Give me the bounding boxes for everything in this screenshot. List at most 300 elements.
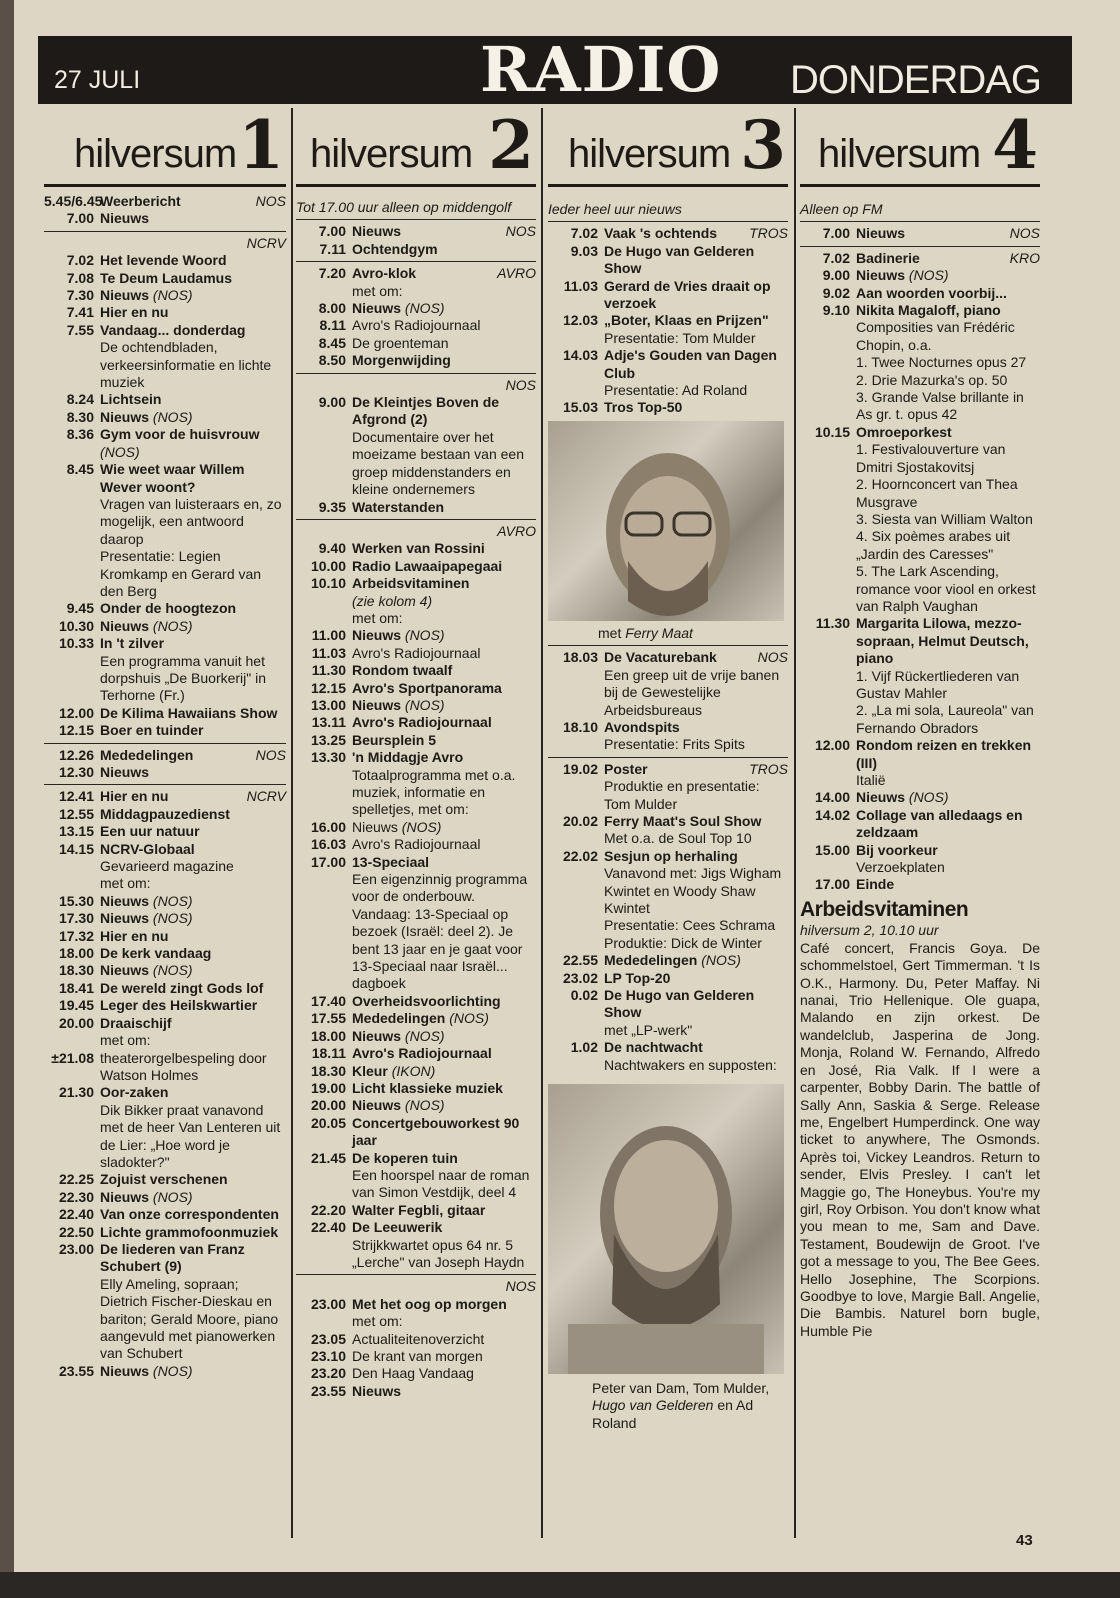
program-entry [44,252,286,269]
program-entry [296,645,536,662]
program-entry [44,287,286,304]
program-title: Rondom reizen en trekken (III) [856,737,1032,771]
program-body [100,635,286,705]
program-body [352,1097,536,1114]
program-body [604,719,788,754]
program-description: Verzoekplaten [856,859,945,876]
program-description: Presentatie: Legien Kromkamp en Gerard van den Berg [100,548,262,599]
program-description: Vanavond met: Jigs Wigham Kwintet en Woody Shaw Kwintet [604,865,782,916]
program-description: met om: [100,875,151,892]
caption-text: met [598,624,622,641]
feature-box [800,898,1040,1340]
program-time: 13.30 [310,749,346,766]
program-time: 13.00 [310,696,346,713]
station-number: 1 [238,106,284,184]
program-body [100,322,286,392]
program-title: Omroeporkest [856,423,952,440]
program-entry [548,761,788,813]
program-entry [548,399,788,416]
program-entry [44,823,286,840]
program-title: Badinerie [856,249,920,266]
program-time: 7.41 [66,304,94,321]
program-entry [44,426,286,461]
program-time: 12.00 [58,704,94,721]
broadcaster-label: AVRO [497,522,536,539]
program-time: 19.02 [562,760,598,777]
program-time: 9.03 [570,242,598,259]
program-entry [44,1084,286,1171]
program-entry [548,278,788,313]
program-time: 9.40 [318,540,346,557]
broadcaster-note: (NOS) [404,696,445,713]
program-body [352,1115,536,1150]
program-time: 11.03 [563,277,598,294]
program-subitem: Nieuws [352,300,402,317]
program-body [100,945,286,962]
column-divider [291,108,293,1538]
program-title: Nieuws [352,1097,402,1114]
program-entry [44,210,286,227]
program-body [100,1206,286,1223]
program-body [100,1363,286,1380]
portrait-illustration [548,1084,784,1374]
program-entry [296,1010,536,1027]
program-title: In 't zilver [100,635,165,652]
program-description: Een greep uit de vrije banen bij de Gewestelijke Arbeidsbureaus [604,666,780,718]
program-list [44,193,286,1380]
program-description: 1. Festivalouverture van Dmitri Sjostakovitsj [856,441,1006,475]
program-entry [44,764,286,781]
program-entry [44,997,286,1014]
program-entry [44,461,286,600]
broadcaster-note: (NOS) [152,1362,193,1379]
photo-caption [548,1380,788,1432]
program-time: 16.00 [310,818,346,835]
program-body [100,426,286,461]
program-body [856,789,1040,806]
program-time: 23.00 [310,1295,346,1312]
program-body [100,893,286,910]
program-entry [296,300,536,317]
program-title: De Hugo van Gelderen Show [604,242,755,277]
program-entry [44,962,286,979]
program-entry [44,1189,286,1206]
broadcaster-note: (NOS) [908,789,949,806]
program-description: Met o.a. de Soul Top 10 [604,830,752,847]
program-body [352,1202,536,1219]
program-entry [548,649,788,719]
broadcaster-label: TROS [749,225,788,242]
program-title: Gym voor de huisvrouw [100,426,260,443]
program-body [100,1015,286,1050]
program-time: 0.02 [570,987,598,1003]
program-entry [800,302,1040,424]
program-entry [296,575,536,627]
program-description: De ochtendbladen, verkeersinformatie en lichte muziek [100,339,272,391]
program-entry [44,1224,286,1241]
program-entry [800,789,1040,806]
broadcaster-note: (NOS) [152,287,193,304]
program-time: 23.02 [562,969,598,986]
program-body [604,848,788,952]
feature-title: Arbeidsvitaminen [800,897,969,921]
program-description: met „LP-werk" [604,1021,693,1038]
program-body [100,1050,286,1085]
program-body [352,335,536,352]
program-entry [44,600,286,617]
program-body [604,1039,788,1074]
program-title: Hier en nu [100,788,169,805]
program-time: 12.26 [58,746,94,763]
program-title: Nieuws [100,764,150,780]
program-time: 8.11 [319,317,346,334]
program-title: Nieuws [856,225,906,242]
broadcaster-label: NOS [255,746,286,763]
program-entry [296,1080,536,1097]
program-list [296,219,536,1400]
program-body [352,1219,536,1271]
portrait-illustration [548,421,784,621]
program-body [100,841,286,893]
program-title: De koperen tuin [352,1149,458,1166]
program-entry [296,993,536,1010]
column-hilversum-2 [296,108,536,1540]
program-title: Avro-klok [352,265,417,282]
program-title: Licht klassieke muziek [352,1079,503,1096]
program-title: Walter Fegbli, gitaar [352,1201,486,1218]
program-title: Aan woorden voorbij... [856,284,1007,301]
program-body [100,210,286,227]
program-list [548,645,788,1074]
program-entry [296,317,536,334]
program-entry [296,1045,536,1062]
program-time: 7.02 [66,252,94,269]
program-body [100,461,286,600]
program-time: 20.00 [58,1014,94,1031]
program-body [352,1383,536,1400]
program-title: Boer en tuinder [100,722,204,739]
caption-name: Hugo van Gelderen [592,1397,714,1414]
program-title: Avro's Sportpanorama [352,679,502,696]
program-description: Presentatie: Ad Roland [604,382,748,399]
program-body [100,806,286,823]
program-body [100,391,286,408]
program-entry [44,1206,286,1223]
program-title: Arbeidsvitaminen [352,575,470,592]
program-entry [44,1050,286,1085]
program-time: 7.11 [319,240,346,257]
program-description: 1. Vijf Rückertliederen van Gustav Mahler [856,667,1020,701]
program-body [352,1150,536,1202]
program-time: 14.03 [562,347,598,364]
program-entry [296,1365,536,1382]
broadcaster-label: NOS [255,193,286,209]
program-subitem: theaterorgelbespeling door Watson Holmes [100,1049,267,1083]
program-description: Vandaag: 13-Speciaal op bezoek (Israël: deel 2). Je bent 13 jaar en je gaat voor 13-Speciaal naar Israël... dagboek [352,905,523,992]
program-body [352,680,536,697]
program-time: 7.55 [66,321,94,338]
program-body [100,1241,286,1363]
separator-line [296,261,536,262]
program-time: 22.30 [58,1188,94,1205]
program-time: ±21.08 [51,1049,94,1066]
header-date: 27 JULI [54,66,141,94]
program-description: Composities van Frédéric Chopin, o.a. [856,319,1015,353]
program-entry [548,970,788,987]
broadcaster-note: (NOS) [701,952,741,969]
program-description: Elly Ameling, sopraan; Dietrich Fischer-Dieskau en bariton; Gerald Moore, piano aangevuld met pianowerken van Schubert [100,1275,279,1362]
program-title: LP Top-20 [604,969,671,986]
program-time: 22.02 [562,847,598,864]
program-subitem: Nieuws [352,627,402,644]
program-title: Poster [604,760,648,777]
broadcaster-note: (NOS) [152,1188,193,1205]
program-time: 18.30 [310,1062,346,1079]
program-body [100,193,286,210]
program-body [352,1028,536,1045]
program-entry [800,876,1040,893]
program-time: 7.00 [822,225,850,242]
program-entry [296,680,536,697]
program-body [100,304,286,321]
program-body [856,737,1040,789]
program-time: 13.25 [310,731,346,748]
program-time: 18.00 [58,945,94,962]
program-description: Een programma vanuit het dorpshuis „De Buorkerij" in Terhorne (Fr.) [100,652,267,704]
program-body [604,278,788,313]
program-entry [296,265,536,300]
program-entry [44,893,286,910]
program-body [352,300,536,317]
program-title: Overheidsvoorlichting [352,992,501,1009]
program-entry [44,705,286,722]
program-entry [44,747,286,764]
program-title: Avro's Radiojournaal [352,1045,492,1062]
program-description: Presentatie: Frits Spits [604,736,745,753]
program-title: Draaischijf [100,1014,172,1031]
program-time: 21.30 [58,1084,94,1101]
program-time: 10.00 [310,557,346,574]
program-time: 10.15 [814,423,850,440]
program-body [352,627,536,644]
program-description: Totaalprogramma met o.a. muziek, informatie en spelletjes, met om: [352,766,516,818]
program-entry [548,1039,788,1074]
program-entry [44,193,286,210]
program-time: 20.02 [562,812,598,829]
program-body [100,600,286,617]
separator-line [44,743,286,744]
program-time: 21.45 [310,1149,346,1166]
program-time: 8.45 [318,334,346,351]
program-entry [44,635,286,705]
program-time: 22.40 [310,1219,346,1236]
program-subitem: Actualiteitenoverzicht [352,1330,485,1347]
program-description: 5. The Lark Ascending, romance voor viool en orkest van Ralph Vaughan [856,563,1036,614]
program-body [100,722,286,739]
program-entry [44,1171,286,1188]
program-time: 8.36 [66,426,94,443]
program-subitem: De groenteman [352,334,449,351]
program-title: De Kleintjes Boven de Afgrond (2) [352,394,500,428]
program-description: Presentatie: Cees Schrama [604,917,776,934]
broadcaster-note: (NOS) [152,617,193,634]
program-title: De nachtwacht [604,1039,703,1056]
program-title: Morgenwijding [352,352,451,369]
program-body [604,399,788,416]
program-title: Einde [856,876,895,893]
program-time: 13.11 [311,714,346,731]
broadcaster-label: NOS [757,649,788,666]
program-body [856,285,1040,302]
separator-line [800,246,1040,247]
station-name: hilversum [74,132,237,176]
schedule-note: Tot 17.00 uur alleen op middengolf [296,199,512,215]
program-entry [44,788,286,805]
program-time: 9.02 [822,284,850,301]
photo-ferry-maat [548,421,784,621]
program-body [352,1365,536,1382]
program-title: Een uur natuur [100,823,200,840]
program-description: Strijkkwartet opus 64 nr. 5 „Lerche" van Joseph Haydn [352,1236,525,1270]
program-time: 7.02 [570,225,598,242]
program-time: 9.00 [822,267,850,284]
program-description: met om: [352,1313,403,1330]
program-time: 7.30 [66,287,94,304]
photo-caption [548,625,788,642]
program-title: Hier en nu [100,304,169,321]
program-note: (zie kolom 4) [352,592,433,609]
program-entry [296,1219,536,1271]
program-body [352,352,536,369]
broadcaster-note: (NOS) [404,1027,445,1044]
program-entry [44,910,286,927]
program-title: Weerbericht [100,193,181,209]
program-title: Collage van alledaags en zeldzaam [856,806,1023,841]
program-entry [44,945,286,962]
program-time: 9.10 [822,302,850,319]
program-title: Avro's Radiojournaal [352,714,492,731]
station-name: hilversum [568,132,731,176]
program-description: 2. „La mi sola, Laureola" van Fernando Obradors [856,702,1034,736]
caption-text: en Ad Roland [592,1397,754,1431]
program-time: 23.20 [310,1365,346,1382]
program-body [100,962,286,979]
program-time: 1.02 [570,1039,598,1056]
station-name: hilversum [310,132,473,176]
program-time: 18.30 [58,962,94,979]
program-title: Tros Top-50 [604,399,683,416]
program-time: 11.30 [311,662,346,679]
program-body [100,1084,286,1171]
program-title: Nieuws [100,910,150,927]
program-body [856,842,1040,877]
program-entry [44,322,286,392]
program-time: 14.15 [58,840,94,857]
bottom-edge [0,1572,1120,1598]
program-title: Lichtsein [100,391,162,408]
program-entry [296,223,536,240]
program-title: Van onze correspondenten [100,1206,279,1223]
program-time: 22.50 [58,1223,94,1240]
header-day: DONDERDAG [790,58,1042,102]
program-title: De Hugo van Gelderen Show [604,987,755,1021]
program-time: 22.40 [58,1206,94,1223]
program-time: 12.41 [58,788,94,805]
program-entry [44,806,286,823]
program-description: Gevarieerd magazine [100,858,234,875]
program-description: met om: [100,1032,151,1049]
program-body [856,615,1040,737]
program-description: Nachtwakers en supposten: [604,1056,777,1073]
program-title: Nieuws [100,287,150,304]
program-entry [800,225,1040,242]
program-body [352,854,536,993]
program-time: 23.10 [310,1348,346,1364]
program-description: Vragen van luisteraars en, zo mogelijk, een antwoord daarop [100,495,282,547]
program-time: 18.03 [562,649,598,666]
column-divider [541,108,543,1538]
program-title: 13-Speciaal [352,853,430,870]
separator-line [296,1274,536,1275]
program-time: 17.30 [58,910,94,927]
program-entry [296,627,536,644]
program-description: Italië [856,772,886,788]
program-body [352,1045,536,1062]
program-body [100,1224,286,1241]
program-time: 15.03 [562,399,598,416]
program-time: 23.55 [310,1382,346,1399]
program-body [604,649,788,719]
program-body [352,499,536,516]
binding-gutter [0,0,14,1598]
program-title: Vaak 's ochtends [604,225,718,242]
program-entry [296,714,536,731]
program-entry [44,1363,286,1380]
program-body [856,302,1040,424]
program-body [100,252,286,269]
program-list [548,221,788,416]
program-entry [44,980,286,997]
program-title: Nieuws [352,1382,402,1399]
column-hilversum-1 [44,108,286,1540]
program-entry [44,1015,286,1050]
program-time: 22.25 [58,1171,94,1188]
program-body [352,394,536,498]
program-time: 14.00 [814,789,850,806]
program-time: 17.32 [58,927,94,944]
broadcaster-note: (IKON) [391,1062,436,1079]
program-body [604,243,788,278]
program-description: Produktie: Dick de Winter [604,934,762,951]
program-time: 18.10 [562,718,598,735]
program-entry [296,352,536,369]
program-title: De Vacaturebank [604,649,717,666]
program-title: Nieuws [100,1362,150,1379]
program-body [100,747,286,764]
program-time: 8.30 [66,408,94,425]
program-description: Produktie en presentatie: Tom Mulder [604,778,760,812]
program-body [604,952,788,969]
program-entry [800,267,1040,284]
separator-line [296,373,536,374]
program-entry [800,250,1040,267]
program-description: met om: [352,282,403,299]
program-time: 5.45/6.45 [44,193,103,209]
program-body [604,761,788,813]
feature-body: Café concert, Francis Goya. De schommelstoel, Gert Timmerman. 't Is O.K., Harmony. Du, Peter Maffay. Ni nanai, Trio Hellenique. Ole guapa, Malando en zijn orkest. De wandelclub, Jasperina de Jong. Monja, Roland W. Fernando, Alfredo en José, Ria Valk. If I were a carpenter, Bobby Darin. The battle of Sally Ann, Saskia & Serge. Release me, Engelbert Humperdinck. One way ticket to anywhere, The Osmonds. Après toi, Vickey Leandros. Return to sender, Elvis Presley. I can't let Maggie go, The Honeybus. You're my girl, Roy Orbison. You don't know what you mean to me, Sam and Dave. Testament, Boudewijn de Groot. I've got a message to you, The Bee Gees. Hello Josephine, The Scorpions. Goodbye to love, Margie Ball. Angelie, Die Bambis. Naturel born bugle, Humble Pie [800,939,1040,1339]
program-entry [548,225,788,242]
program-entry [548,243,788,278]
